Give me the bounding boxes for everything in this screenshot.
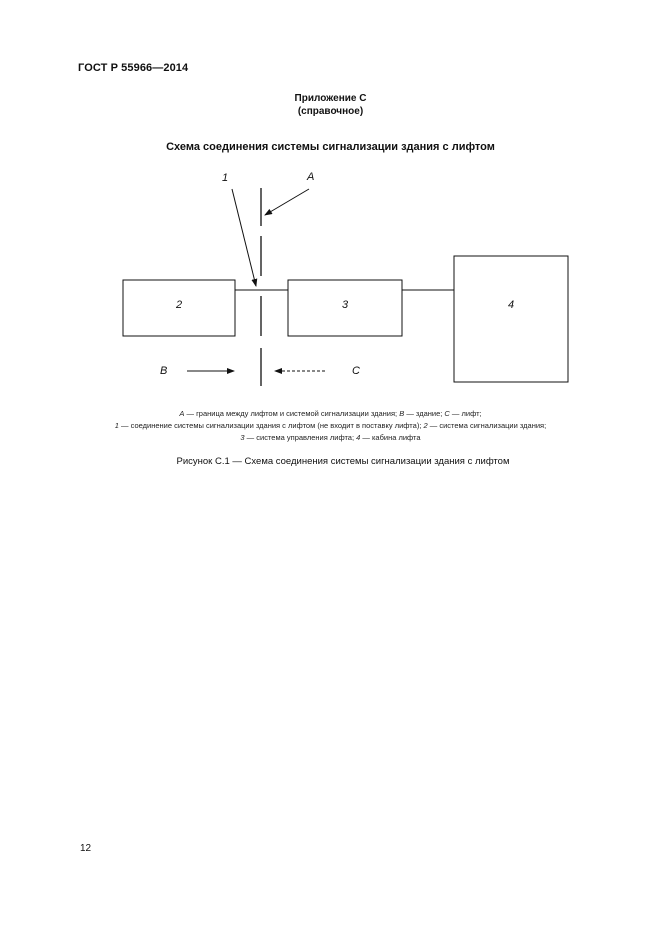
page-number: 12 <box>80 843 92 854</box>
legend-text-1: — соединение системы сигнализации здания с лифтом (не входит в поставку лифта); <box>118 421 424 430</box>
legend-text-3: — система управления лифта; <box>244 433 357 442</box>
legend-key-1: 1 <box>114 421 119 430</box>
appendix-subtitle: (справочное) <box>297 106 364 117</box>
side-label-b: B <box>160 365 168 377</box>
box-label-4: 4 <box>508 299 515 311</box>
legend-text-b: — здание; <box>404 409 445 418</box>
scheme-title: Схема соединения системы сигнализации здания с лифтом <box>166 141 495 153</box>
legend-key-a: A <box>179 409 185 418</box>
box-label-3: 3 <box>342 299 349 311</box>
box-label-2: 2 <box>176 299 183 311</box>
callout-label-a: A <box>307 171 315 183</box>
legend-text-2: — система сигнализации здания; <box>427 421 547 430</box>
legend-key-b: B <box>399 409 405 418</box>
figure-caption: Рисунок С.1 — Схема соединения системы сигнализации здания с лифтом <box>176 456 510 467</box>
legend-key-4: 4 <box>356 433 361 442</box>
appendix-title: Приложение С <box>294 93 367 104</box>
legend-text-c: — лифт; <box>449 409 482 418</box>
legend-line-1 <box>60 408 601 420</box>
callout-arrow-1 <box>232 189 256 286</box>
legend-text-a: — граница между лифтом и системой сигнализации здания; <box>184 409 400 418</box>
standard-code: ГОСТ Р 55966—2014 <box>78 62 189 74</box>
callout-label-1: 1 <box>222 172 229 184</box>
legend-key-c: C <box>444 409 450 418</box>
box-lift-car <box>454 256 568 382</box>
legend-line-2 <box>60 420 601 432</box>
legend-text-4: — кабина лифта <box>360 433 421 442</box>
side-label-c: C <box>352 365 360 377</box>
figure-legend <box>60 408 601 444</box>
legend-line-3 <box>60 432 601 444</box>
legend-key-2: 2 <box>423 421 428 430</box>
callout-arrow-a <box>265 189 309 215</box>
legend-key-3: 3 <box>240 433 245 442</box>
